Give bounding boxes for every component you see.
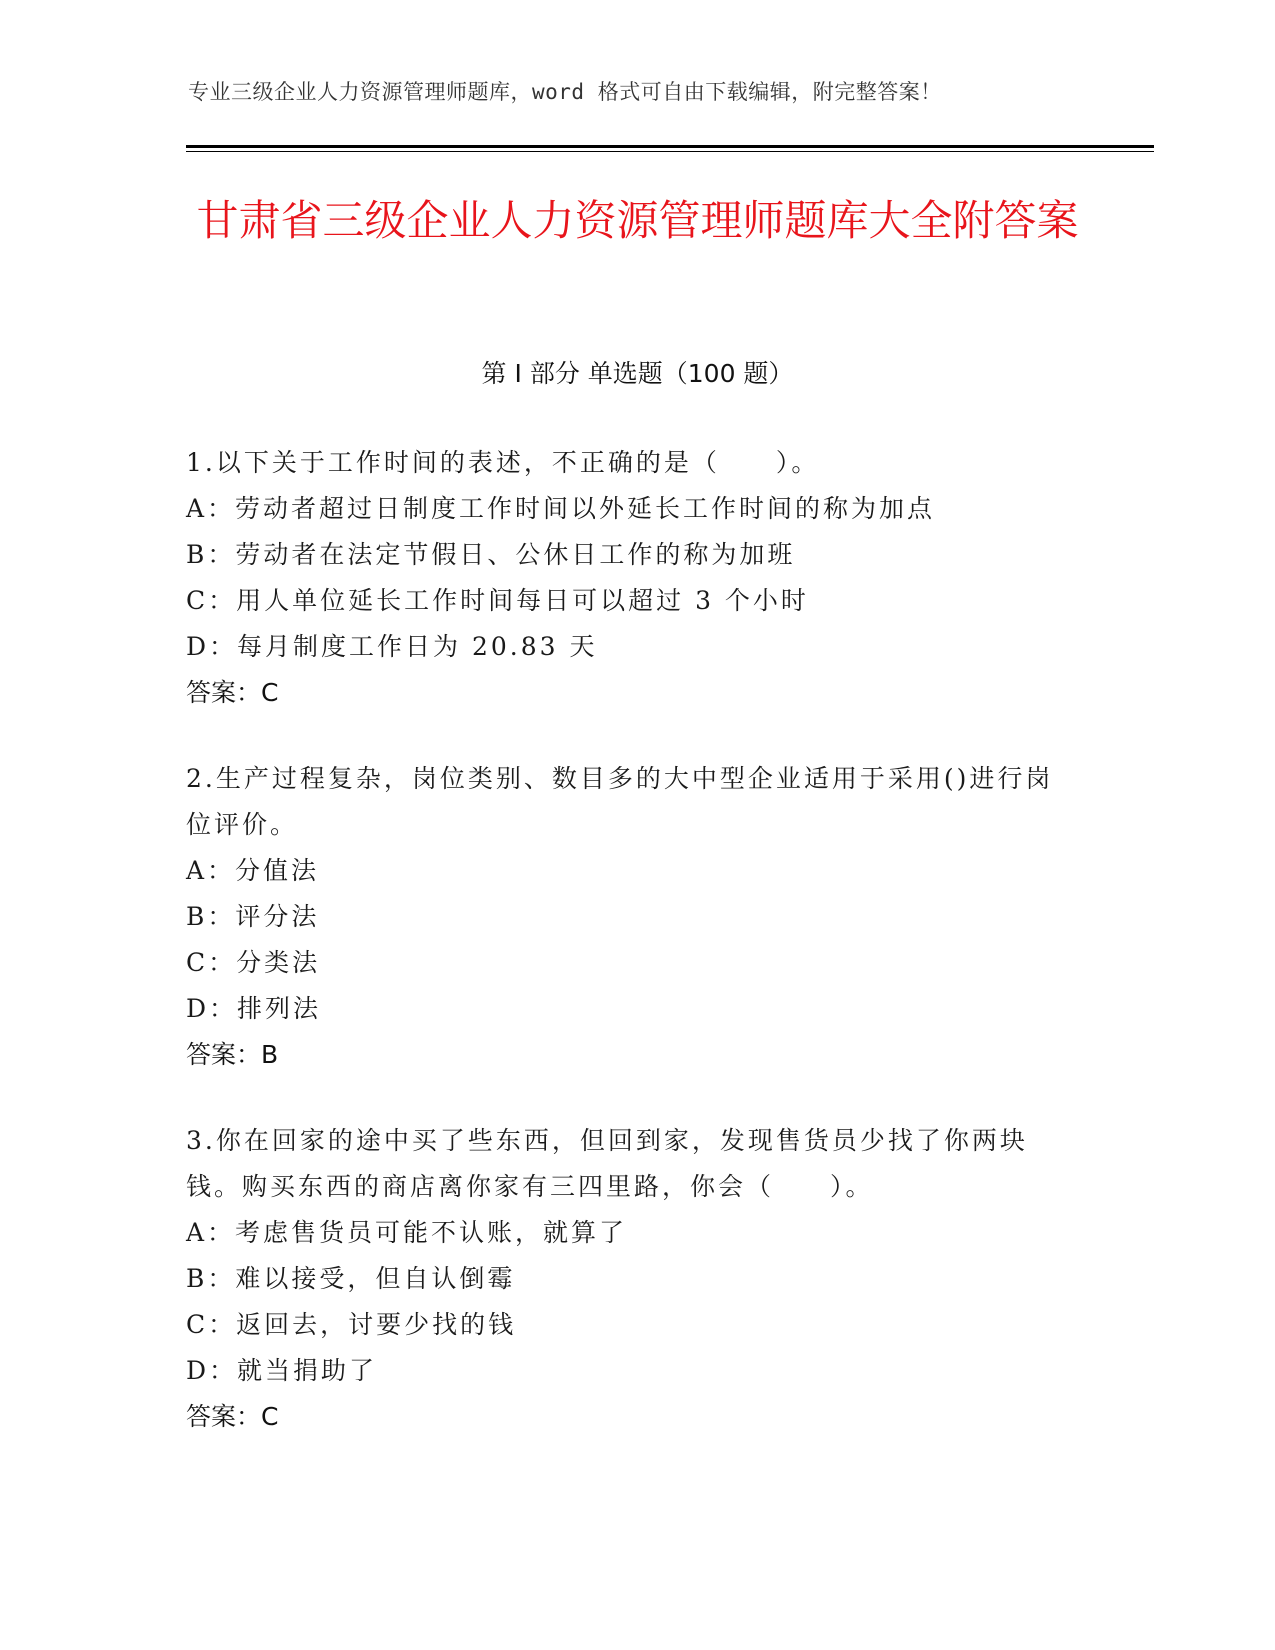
question-2 xyxy=(186,756,1066,1078)
section-heading: 第 I 部分 单选题（100 题） xyxy=(481,359,794,388)
question-stem: 1.以下关于工作时间的表述，不正确的是（ ）。 xyxy=(186,448,820,477)
option-c: C：分类法 xyxy=(186,948,321,977)
question-3 xyxy=(186,1118,1066,1440)
answer: 答案：C xyxy=(186,1402,279,1431)
option-a: A：劳动者超过日制度工作时间以外延长工作时间的称为加点 xyxy=(186,494,936,523)
question-list xyxy=(186,440,1066,1480)
header-rule-thick xyxy=(186,145,1154,148)
option-d: D：每月制度工作日为 20.83 天 xyxy=(186,632,598,661)
option-c: C：用人单位延长工作时间每日可以超过 3 个小时 xyxy=(186,586,809,615)
option-c: C：返回去，讨要少找的钱 xyxy=(186,1310,517,1339)
header-rule-thin xyxy=(186,151,1154,152)
question-stem: 3.你在回家的途中买了些东西，但回到家，发现售货员少找了你两块钱。购买东西的商店离你家有三四里路，你会（ ）。 xyxy=(186,1126,1028,1201)
option-a: A：考虑售货员可能不认账，就算了 xyxy=(186,1218,628,1247)
question-1 xyxy=(186,440,1066,716)
answer: 答案：B xyxy=(186,1040,279,1069)
option-d: D：就当捐助了 xyxy=(186,1356,378,1385)
header-note: 专业三级企业人力资源管理师题库，word 格式可自由下载编辑，附完整答案！ xyxy=(188,80,942,104)
option-d: D：排列法 xyxy=(186,994,322,1023)
document-title: 甘肃省三级企业人力资源管理师题库大全附答案 xyxy=(196,196,1079,245)
option-b: B：劳动者在法定节假日、公休日工作的称为加班 xyxy=(186,540,796,569)
option-b: B：评分法 xyxy=(186,902,320,931)
answer: 答案：C xyxy=(186,678,279,707)
question-stem: 2.生产过程复杂，岗位类别、数目多的大中型企业适用于采用()进行岗位评价。 xyxy=(186,764,1054,839)
option-a: A：分值法 xyxy=(186,856,320,885)
option-b: B：难以接受，但自认倒霉 xyxy=(186,1264,516,1293)
